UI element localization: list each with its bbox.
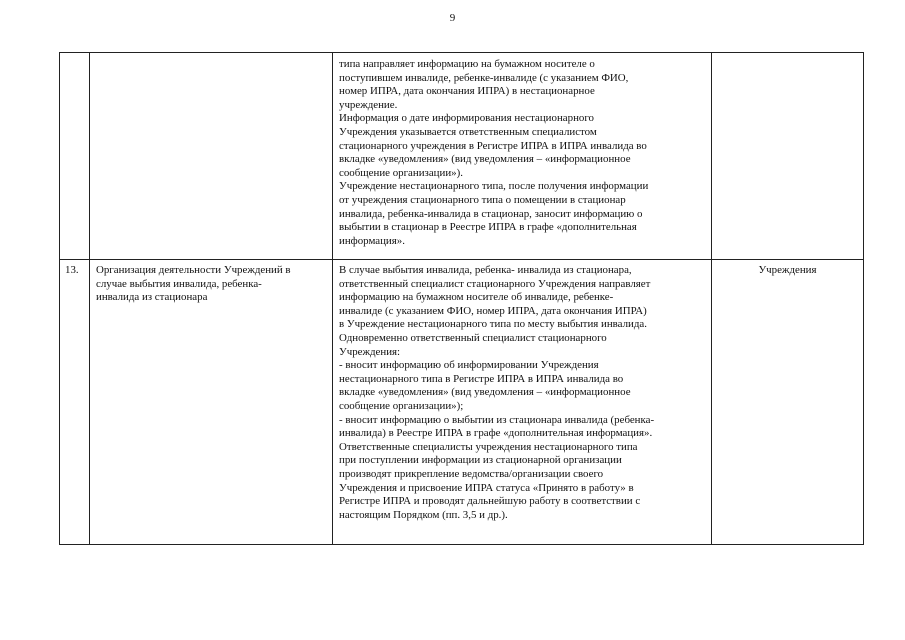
col-divider-2 [332, 52, 333, 545]
table-bottom-border [59, 544, 864, 545]
row-13-responsible: Учреждения [758, 264, 817, 276]
table-right-border [863, 52, 864, 545]
table-top-border [59, 52, 864, 53]
table-left-border [59, 52, 60, 545]
col-divider-1 [89, 52, 90, 545]
document-table [59, 52, 864, 545]
row-13-description: В случае выбытия инвалида, ребенка- инвалида из стационара, ответственный специалист стационарного Учреждения направляет информацию на бумажном носителе об инвалиде, ребенке- инвалиде (с указанием ФИО, номер ИПРА, дата окончания ИПРА) в Учреждение нестационарного типа по месту выбытия инвалида. Одновременно ответственный специалист стационарного Учреждения: - вносит информацию об информировании Учреждения нестационарного типа в Регистре ИПРА в ИПРА инвалида во вкладке «уведомления» (вид уведомления – «информационное сообщение организации»); - вносит информацию о выбытии из стационара инвалида (ребенка- инвалида) в Реестре ИПРА в графе «дополнительная информация». Ответственные специалисты учреждения нестационарного типа при поступлении информации из стационарной организации производят прикрепление ведомства/организации своего Учреждения и присвоение ИПРА статуса «Принято в работу» в Регистре ИПРА и проводят дальнейшую работу в соответствии с настоящим Порядком (пп. 3,5 и др.). [339, 264, 655, 521]
row-1-description: типа направляет информацию на бумажном носителе о поступившем инвалиде, ребенке-инвалиде (с указанием ФИО, номер ИПРА, дата окончания ИПРА) в нестационарное учреждение. Информация о дате информирования нестационарного Учреждения указывается ответственным специалистом стационарного учреждения в Регистре ИПРА в ИПРА инвалида во вкладке «уведомления» (вид уведомления – «информационное сообщение организации»). Учреждение нестационарного типа, после получения информации от учреждения стационарного типа о помещении в стационар инвалида, ребенка-инвалида в стационар, заносит информацию о выбытии в стационар в Реестре ИПРА в графе «дополнительная информация». [339, 58, 649, 247]
row-13-title: Организация деятельности Учреждений в случае выбытия инвалида, ребенка- инвалида из стационара [96, 264, 291, 304]
page-number: 9 [449, 12, 456, 24]
row-13-number: 13. [65, 264, 79, 276]
row-divider [59, 259, 864, 260]
col-divider-3 [711, 52, 712, 545]
